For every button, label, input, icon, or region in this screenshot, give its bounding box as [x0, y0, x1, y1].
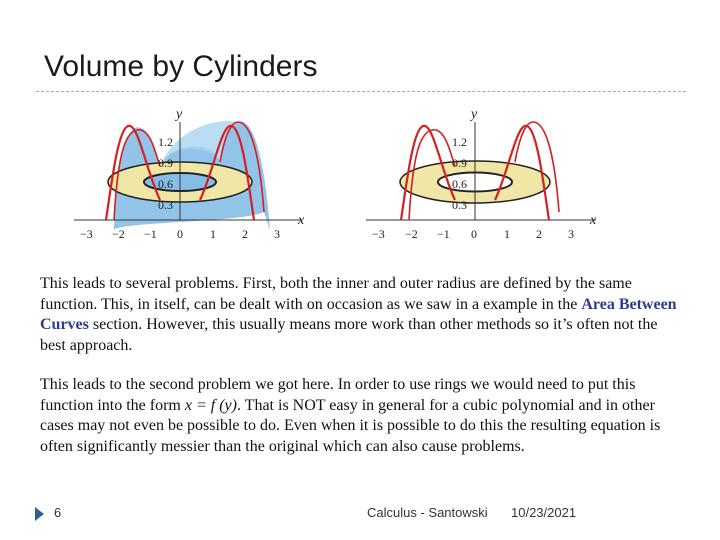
x-tick-label: −2	[405, 227, 418, 241]
figure-pair	[66, 100, 626, 250]
y-tick-label: 0.3	[452, 198, 467, 212]
y-tick-label: 1.2	[158, 135, 173, 149]
x-tick-label: 3	[568, 227, 574, 241]
x-tick-label: −3	[372, 227, 385, 241]
x-tick-label: 1	[210, 227, 216, 241]
p1-text-end: section. However, this usually means more work than other methods so it’s often not the best approach.	[40, 316, 658, 354]
y-tick-label: 1.2	[452, 135, 467, 149]
title-divider	[36, 91, 686, 92]
y-axis-label: y	[471, 107, 478, 122]
x-tick-label: 0	[471, 227, 477, 241]
x-tick-label: 0	[177, 227, 183, 241]
slide-marker-icon	[35, 507, 44, 521]
x-tick-label: −2	[112, 227, 125, 241]
y-tick-label: 0.6	[158, 177, 173, 191]
p1-text-start: This leads to several problems. First, both the inner and outer radius are defined by the same function. This, in itself, can be dealt with on occasion as we saw in a example in the	[40, 275, 632, 313]
footer-course: Calculus - Santowski	[367, 505, 488, 520]
x-ticks-left	[80, 227, 280, 241]
x-tick-label: 2	[536, 227, 542, 241]
graph-left	[74, 107, 305, 241]
area-between-curves-link[interactable]: Area Between Curves	[40, 295, 677, 333]
x-axis-label: x	[298, 213, 305, 228]
x-axis-label: x	[590, 213, 597, 228]
figure-svg	[66, 100, 626, 250]
x-tick-label: −1	[437, 227, 450, 241]
x-tick-label: 1	[504, 227, 510, 241]
footer-date: 10/23/2021	[511, 505, 577, 520]
paragraph-problems	[40, 274, 680, 356]
formula-x: x	[184, 396, 192, 414]
y-tick-label: 0.9	[158, 156, 173, 170]
x-ticks-right	[372, 227, 574, 241]
x-tick-label: −3	[80, 227, 93, 241]
y-tick-label: 0.3	[158, 198, 173, 212]
y-tick-label: 0.9	[452, 156, 467, 170]
slide-title: Volume by Cylinders	[44, 50, 318, 83]
formula-f-of-y: = f (y)	[191, 396, 237, 414]
y-axis-label: y	[176, 107, 183, 122]
x-tick-label: −1	[144, 227, 157, 241]
p2-text-start: This leads to the second problem we got here. In order to use rings we would need to put this function into the form	[40, 376, 636, 414]
y-tick-label: 0.6	[452, 177, 467, 191]
graph-right	[366, 107, 597, 241]
x-tick-label: 3	[274, 227, 280, 241]
paragraph-second-problem	[40, 375, 680, 457]
p2-text-end: . That is NOT easy in general for a cubic polynomial and in other cases may not even be possible to do. Even when it is possible to do this the resulting equation is often significantly messier than the original which can also cause problems.	[40, 396, 661, 455]
page-number: 6	[54, 505, 62, 520]
x-tick-label: 2	[242, 227, 248, 241]
